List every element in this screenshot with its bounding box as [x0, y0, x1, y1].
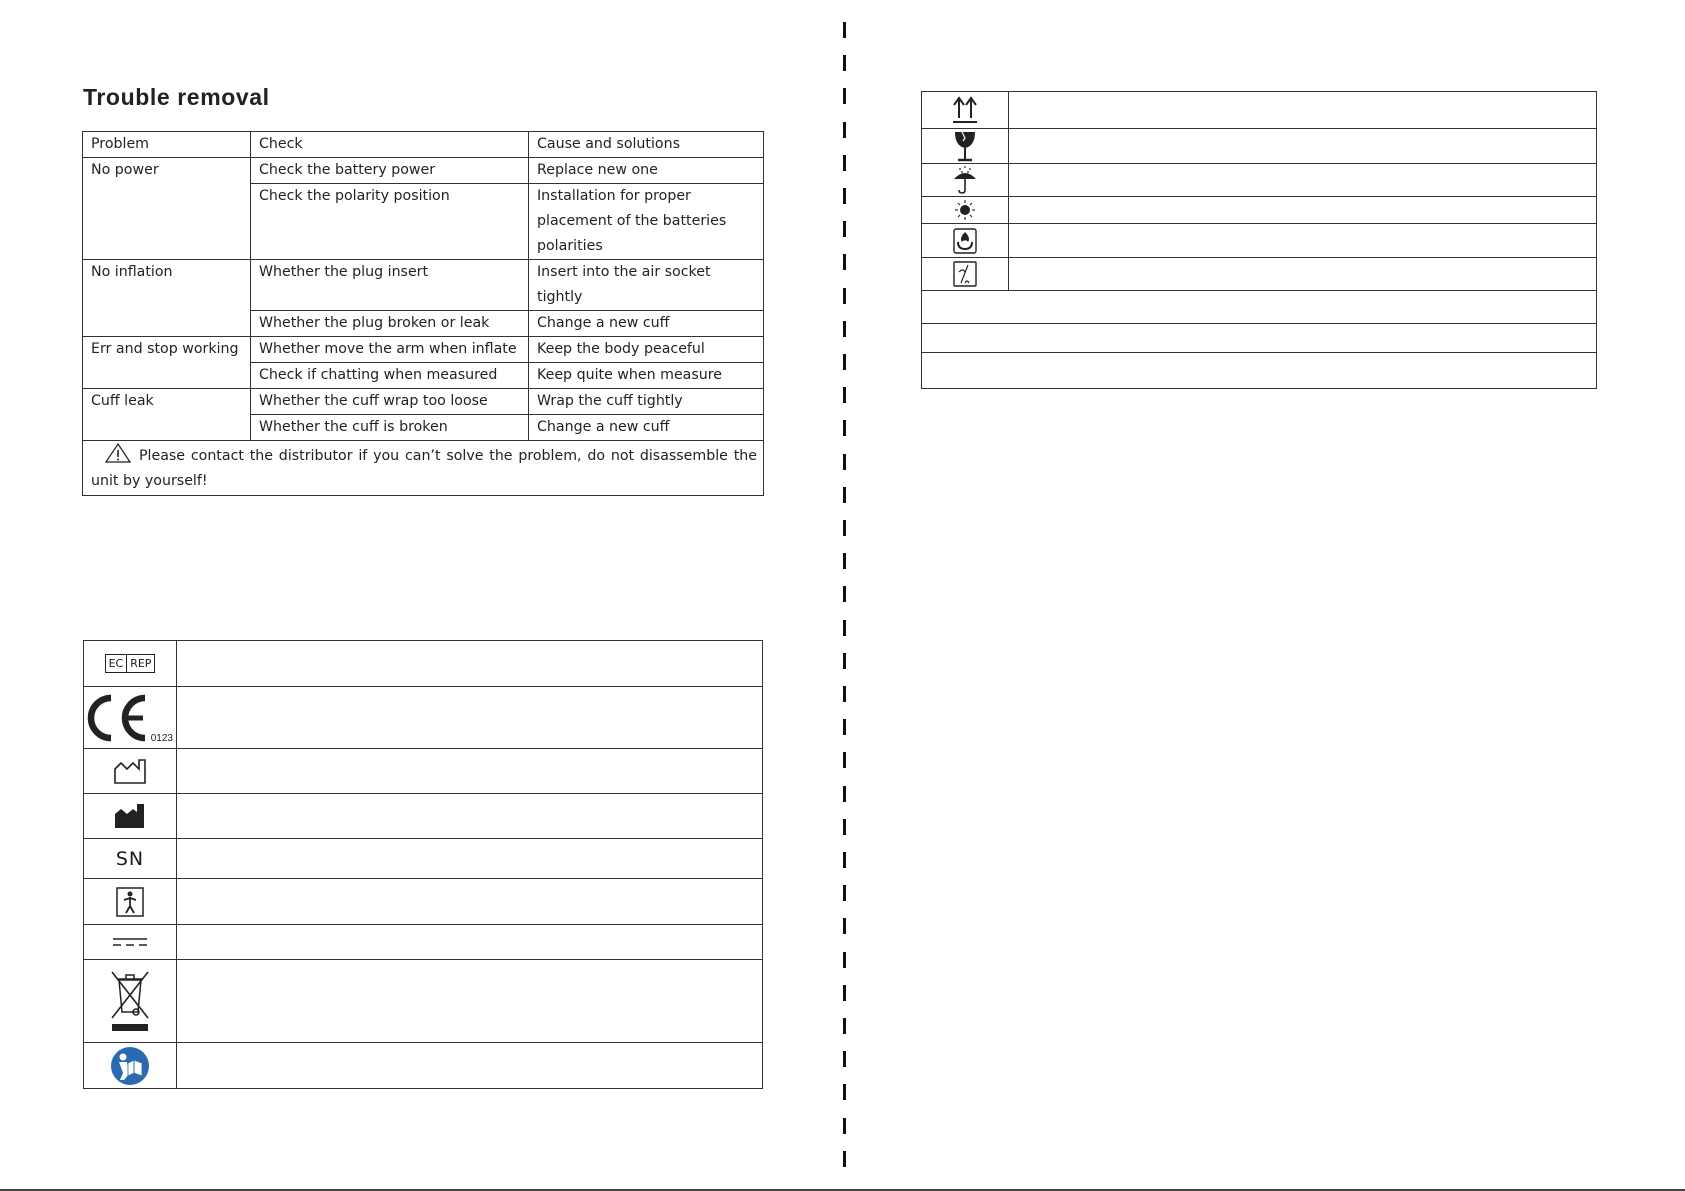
ce-mark-icon — [87, 694, 151, 742]
symbol-cell — [922, 197, 1009, 224]
solution-cell: Keep the body peaceful — [529, 337, 764, 363]
fold-line-dash — [843, 1051, 846, 1067]
symbol-cell — [84, 960, 177, 1043]
symbol-desc — [177, 1043, 763, 1089]
fold-line-dash — [843, 1151, 846, 1167]
table-row — [83, 389, 764, 415]
fold-line-dash — [843, 819, 846, 835]
symbol-desc — [1009, 197, 1597, 224]
fold-line-dash — [843, 1018, 846, 1034]
check-cell: Check the polarity position — [251, 184, 529, 260]
fold-line-dash — [843, 22, 846, 38]
blank-row — [922, 324, 1597, 353]
this-way-up-icon — [951, 96, 979, 124]
symbol-desc — [177, 687, 763, 749]
symbol-cell — [922, 224, 1009, 258]
blank-row — [922, 291, 1597, 324]
symbol-cell — [84, 839, 177, 879]
symbol-desc — [177, 794, 763, 839]
problem-cell: Err and stop working — [83, 337, 251, 389]
stacking-limit-icon — [953, 261, 977, 287]
check-cell: Whether move the arm when inflate — [251, 337, 529, 363]
header-cause-solutions: Cause and solutions — [529, 132, 764, 158]
problem-cell: Cuff leak — [83, 389, 251, 441]
symbol-cell — [922, 164, 1009, 197]
type-bf-applied-part-icon — [116, 887, 144, 917]
check-cell: Whether the cuff wrap too loose — [251, 389, 529, 415]
notified-body-number: 0123 — [150, 733, 173, 744]
keep-dry-icon — [952, 165, 978, 195]
fold-line-dash — [843, 387, 846, 403]
symbol-desc — [1009, 164, 1597, 197]
fold-line-dash — [843, 454, 846, 470]
trouble-removal-table — [82, 131, 764, 496]
solution-cell: Change a new cuff — [529, 415, 764, 441]
follow-instructions-icon — [110, 1046, 150, 1086]
check-cell: Whether the cuff is broken — [251, 415, 529, 441]
fold-line-dash — [843, 653, 846, 669]
fold-line-dash — [843, 88, 846, 104]
fold-line-dash — [843, 188, 846, 204]
problem-cell: No power — [83, 158, 251, 260]
manufacturer-icon — [113, 802, 147, 830]
warning-text: Please contact the distributor if you can’t solve the problem, do not disassemble the unit by yourself! — [91, 448, 757, 489]
weee-disposal-icon — [109, 968, 151, 1034]
header-check: Check — [251, 132, 529, 158]
warning-row — [83, 441, 764, 496]
table-header-row — [83, 132, 764, 158]
fold-line-dash — [843, 520, 846, 536]
symbol-desc — [1009, 258, 1597, 291]
fold-line-dash — [843, 354, 846, 370]
fold-line-dash — [843, 254, 846, 270]
symbol-cell — [922, 92, 1009, 129]
ec-rep-icon: EC REP — [105, 654, 156, 673]
fold-line-dash — [843, 420, 846, 436]
blank-row — [922, 353, 1597, 389]
fragile-icon — [953, 130, 977, 162]
fold-line-dash — [843, 288, 846, 304]
header-problem: Problem — [83, 132, 251, 158]
fold-line-dash — [843, 221, 846, 237]
solution-cell: Insert into the air socket tightly — [529, 260, 764, 311]
symbols-table-right — [921, 91, 1597, 389]
fold-line-dash — [843, 586, 846, 602]
fold-line-dash — [843, 985, 846, 1001]
fold-line-dash — [843, 122, 846, 138]
fold-line-dash — [843, 852, 846, 868]
table-row — [83, 260, 764, 311]
symbol-desc — [1009, 224, 1597, 258]
warning-cell — [83, 441, 764, 496]
solution-cell: Wrap the cuff tightly — [529, 389, 764, 415]
table-row — [83, 337, 764, 363]
symbols-table-left — [83, 640, 763, 1089]
warning-icon — [105, 443, 131, 463]
symbol-cell — [922, 258, 1009, 291]
problem-cell: No inflation — [83, 260, 251, 337]
symbol-cell — [84, 641, 177, 687]
fold-line-dash — [843, 620, 846, 636]
symbol-desc — [177, 960, 763, 1043]
symbol-desc — [177, 641, 763, 687]
symbol-cell — [922, 129, 1009, 164]
symbol-cell — [84, 749, 177, 794]
solution-cell: Keep quite when measure — [529, 363, 764, 389]
symbol-cell — [84, 1043, 177, 1089]
solution-cell: Replace new one — [529, 158, 764, 184]
fold-line-dash — [843, 686, 846, 702]
fold-line-dash — [843, 155, 846, 171]
fold-line-dash — [843, 885, 846, 901]
fold-line-dash — [843, 1084, 846, 1100]
fold-line-dash — [843, 752, 846, 768]
keep-away-from-sunlight-icon — [955, 200, 975, 220]
manufacture-date-icon — [113, 757, 147, 785]
serial-number-icon: SN — [115, 847, 145, 870]
table-row — [83, 158, 764, 184]
check-cell: Check the battery power — [251, 158, 529, 184]
fold-line-dash — [843, 487, 846, 503]
solution-cell: Installation for proper placement of the batteries polarities — [529, 184, 764, 260]
symbol-cell — [84, 794, 177, 839]
fold-line-dash — [843, 55, 846, 71]
check-cell: Whether the plug broken or leak — [251, 311, 529, 337]
symbol-desc — [177, 839, 763, 879]
symbol-desc — [177, 749, 763, 794]
symbol-cell — [84, 879, 177, 925]
fold-line-dash — [843, 786, 846, 802]
check-cell: Whether the plug insert — [251, 260, 529, 311]
fold-line-dash — [843, 918, 846, 934]
page-title: Trouble removal — [83, 84, 270, 110]
symbol-cell — [84, 925, 177, 960]
keep-away-from-heat-icon — [953, 228, 977, 254]
fold-line-dash — [843, 719, 846, 735]
solution-cell: Change a new cuff — [529, 311, 764, 337]
fold-line-dash — [843, 1118, 846, 1134]
symbol-desc — [1009, 129, 1597, 164]
symbol-desc — [177, 879, 763, 925]
fold-line-dash — [843, 553, 846, 569]
direct-current-icon — [112, 936, 148, 948]
symbol-cell — [84, 687, 177, 749]
fold-line-dash — [843, 952, 846, 968]
fold-line-dash — [843, 321, 846, 337]
symbol-desc — [177, 925, 763, 960]
check-cell: Check if chatting when measured — [251, 363, 529, 389]
symbol-desc — [1009, 92, 1597, 129]
